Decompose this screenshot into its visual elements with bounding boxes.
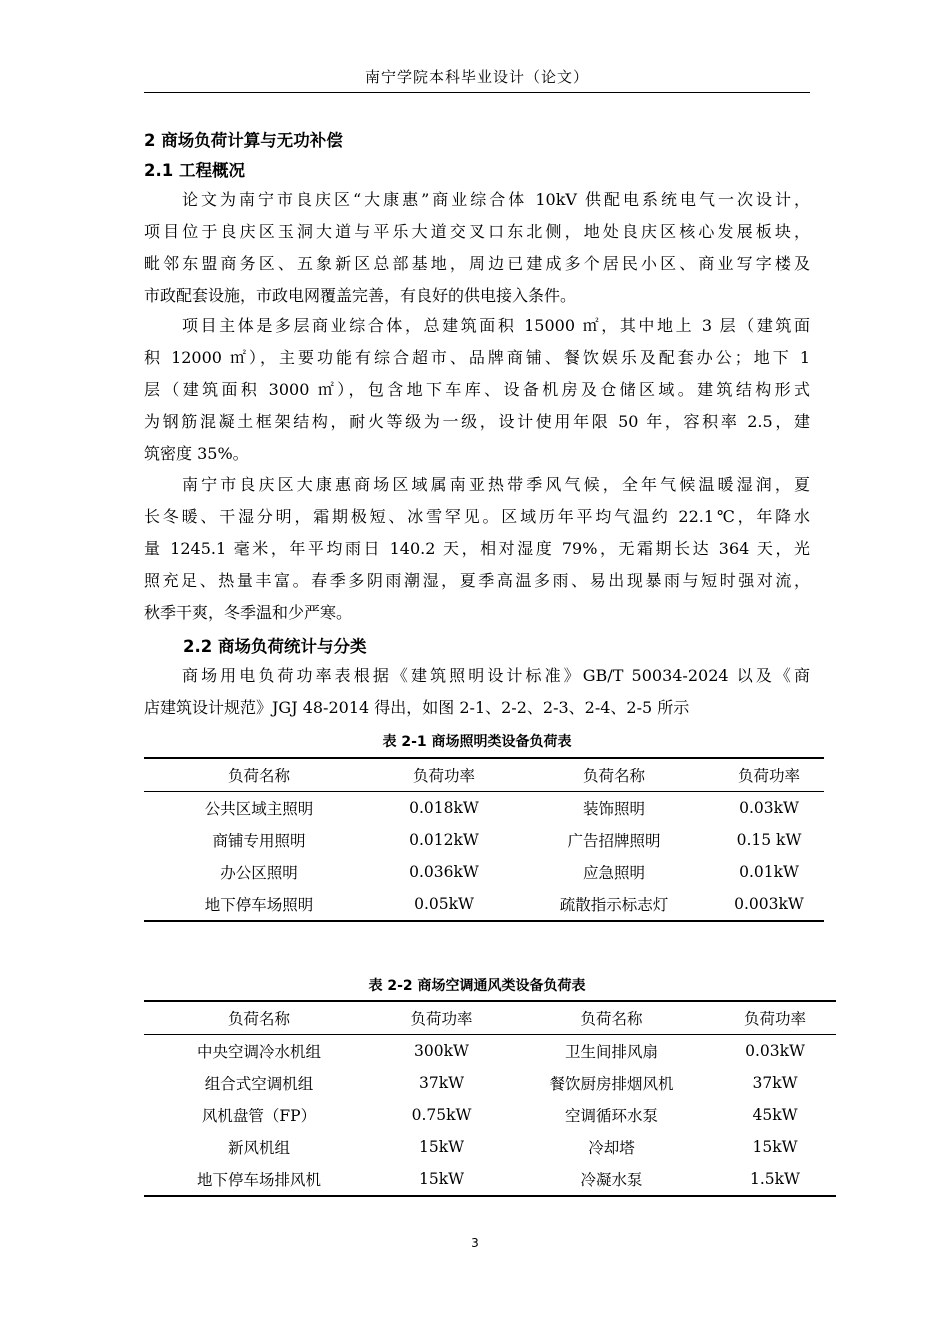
text-line: 市政配套设施，市政电网覆盖完善，有良好的供电接入条件。 <box>144 286 577 305</box>
table-cell: 组合式空调机组 <box>204 1075 314 1093</box>
subsection-heading-2-2: 2.2 商场负荷统计与分类 <box>183 637 367 656</box>
table-cell: 1.5kW <box>750 1170 800 1188</box>
table-row <box>144 1067 836 1099</box>
text-line: 长冬暖、干湿分明，霜期极短、冰雪罕见。区域历年平均气温约 22.1℃，年降水 <box>144 507 810 526</box>
subsection-heading-2-1: 2.1 工程概况 <box>144 161 245 180</box>
table-cell: 0.03kW <box>739 799 799 817</box>
table-row <box>144 1163 836 1196</box>
paragraph-overview-3 <box>144 469 810 629</box>
text-line: 毗邻东盟商务区、五象新区总部基地，周边已建成多个居民小区、商业写字楼及 <box>144 254 810 273</box>
text-line: 照充足、热量丰富。春季多阴雨潮湿，夏季高温多雨、易出现暴雨与短时强对流， <box>144 571 810 590</box>
header-cell: 负荷功率 <box>410 1010 473 1028</box>
page-number: 3 <box>471 1236 479 1250</box>
text-line: 层（建筑面积 3000 ㎡），包含地下车库、设备机房及仓储区域。建筑结构形式 <box>144 380 810 399</box>
table-cell: 15kW <box>418 1170 465 1188</box>
table-header-row <box>144 1001 836 1035</box>
text-line: 论文为南宁市良庆区“大康惠”商业综合体 10kV 供配电系统电气一次设计， <box>182 190 810 209</box>
table-cell: 应急照明 <box>582 864 645 882</box>
table-cell: 0.05kW <box>414 895 474 913</box>
table-cell: 0.012kW <box>409 831 479 849</box>
text-line: 店建筑设计规范》JGJ 48-2014 得出，如图 2-1、2-2、2-3、2-4、2-5 所示 <box>144 698 690 717</box>
table-cell: 地下停车场照明 <box>204 896 314 914</box>
table-cell: 中央空调冷水机组 <box>196 1043 321 1061</box>
table-cell: 300kW <box>414 1042 469 1060</box>
table-cell: 广告招牌照明 <box>567 832 661 850</box>
paragraph-overview-2 <box>144 310 810 470</box>
table-cell: 风机盘管（FP） <box>201 1107 317 1125</box>
lighting-load-table <box>144 757 824 922</box>
table-cell: 地下停车场排风机 <box>196 1171 321 1189</box>
table-cell: 空调循环水泵 <box>564 1107 658 1125</box>
table-row <box>144 1099 836 1131</box>
header-cell: 负荷功率 <box>743 1010 806 1028</box>
header-cell: 负荷名称 <box>582 767 645 785</box>
table-header-row <box>144 758 824 792</box>
header-cell: 负荷名称 <box>580 1010 643 1028</box>
table-cell: 45kW <box>752 1106 798 1124</box>
header-cell: 负荷功率 <box>412 767 475 785</box>
header-cell: 负荷名称 <box>227 767 290 785</box>
table-cell: 0.03kW <box>745 1042 805 1060</box>
table-cell: 0.15 kW <box>736 831 802 849</box>
header-cell: 负荷名称 <box>227 1010 290 1028</box>
text-line: 商场用电负荷功率表根据《建筑照明设计标准》GB/T 50034-2024 以及《商 <box>182 666 810 685</box>
text-line: 为钢筋混凝土框架结构，耐火等级为一级，设计使用年限 50 年，容积率 2.5，建 <box>144 412 810 431</box>
table-cell: 商铺专用照明 <box>212 832 306 850</box>
table-cell: 新风机组 <box>227 1139 290 1157</box>
text-line: 项目位于良庆区玉洞大道与平乐大道交叉口东北侧，地处良庆区核心发展板块， <box>144 222 810 241</box>
table-cell: 37kW <box>752 1074 798 1092</box>
section-heading: 2 商场负荷计算与无功补偿 <box>144 131 343 150</box>
text-line: 量 1245.1 毫米，年平均雨日 140.2 天，相对湿度 79%，无霜期长达 364 天，光 <box>144 539 810 558</box>
table-cell: 0.018kW <box>409 799 479 817</box>
table-cell: 装饰照明 <box>582 800 645 818</box>
table-cell: 冷却塔 <box>588 1139 635 1157</box>
hvac-load-table <box>144 1000 836 1197</box>
paragraph-overview-1 <box>144 184 810 312</box>
table-cell: 卫生间排风扇 <box>564 1043 658 1061</box>
text-line: 积 12000 ㎡），主要功能有综合超市、品牌商铺、餐饮娱乐及配套办公；地下 1 <box>144 348 810 367</box>
table-cell: 公共区域主照明 <box>204 800 314 818</box>
table-row <box>144 856 824 888</box>
text-line: 筑密度 35%。 <box>144 444 249 463</box>
paragraph-load-stats <box>144 660 810 724</box>
table-cell: 15kW <box>418 1138 465 1156</box>
text-line: 秋季干爽，冬季温和少严寒。 <box>144 603 353 622</box>
table-caption-2-1: 表 2-1 商场照明类设备负荷表 <box>382 734 572 750</box>
table-cell: 0.036kW <box>409 863 479 881</box>
table-row <box>144 1131 836 1163</box>
table-cell: 餐饮厨房排烟风机 <box>549 1075 674 1093</box>
table-cell: 37kW <box>418 1074 465 1092</box>
table-cell: 0.003kW <box>734 895 804 913</box>
running-header: 南宁学院本科毕业设计（论文） <box>364 68 589 86</box>
table-cell: 0.01kW <box>739 863 799 881</box>
table-row <box>144 888 824 921</box>
table-cell: 冷凝水泵 <box>580 1171 643 1189</box>
table-row <box>144 1035 836 1068</box>
table-cell: 办公区照明 <box>220 864 298 882</box>
header-rule <box>144 92 810 93</box>
table-caption-2-2: 表 2-2 商场空调通风类设备负荷表 <box>368 978 586 994</box>
text-line: 项目主体是多层商业综合体，总建筑面积 15000 ㎡，其中地上 3 层（建筑面 <box>182 316 810 335</box>
table-row <box>144 792 824 825</box>
text-line: 南宁市良庆区大康惠商场区域属南亚热带季风气候，全年气候温暖湿润，夏 <box>182 475 810 494</box>
table-cell: 疏散指示标志灯 <box>559 896 669 914</box>
table-cell: 15kW <box>752 1138 798 1156</box>
table-row <box>144 824 824 856</box>
table-cell: 0.75kW <box>411 1106 472 1124</box>
header-cell: 负荷功率 <box>737 767 800 785</box>
